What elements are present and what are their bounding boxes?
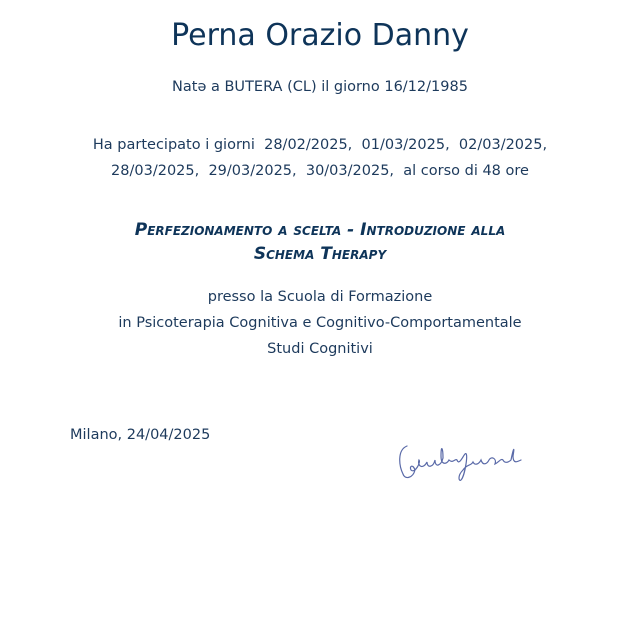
signature-image [393, 436, 528, 484]
recipient-name: Perna Orazio Danny [171, 18, 469, 53]
place-and-date: Milano, 24/04/2025 [70, 427, 211, 443]
school-line-3: Studi Cognitivi [267, 341, 373, 357]
school-line-1: presso la Scuola di Formazione [207, 289, 433, 305]
course-title-line-1: Perfezionamento a scelta - Introduzione alla [134, 220, 506, 240]
course-title-line-2: Schema Therapy [253, 244, 387, 264]
attendance-line-1: Ha partecipato i giorni 28/02/2025, 01/03/2025, 02/03/2025, [92, 137, 548, 153]
birth-info: Natə a BUTERA (CL) il giorno 16/12/1985 [172, 79, 468, 95]
attendance-line-2: 28/03/2025, 29/03/2025, 30/03/2025, al corso di 48 ore [111, 163, 529, 179]
school-line-2: in Psicoterapia Cognitiva e Cognitivo-Comportamentale [118, 315, 522, 331]
